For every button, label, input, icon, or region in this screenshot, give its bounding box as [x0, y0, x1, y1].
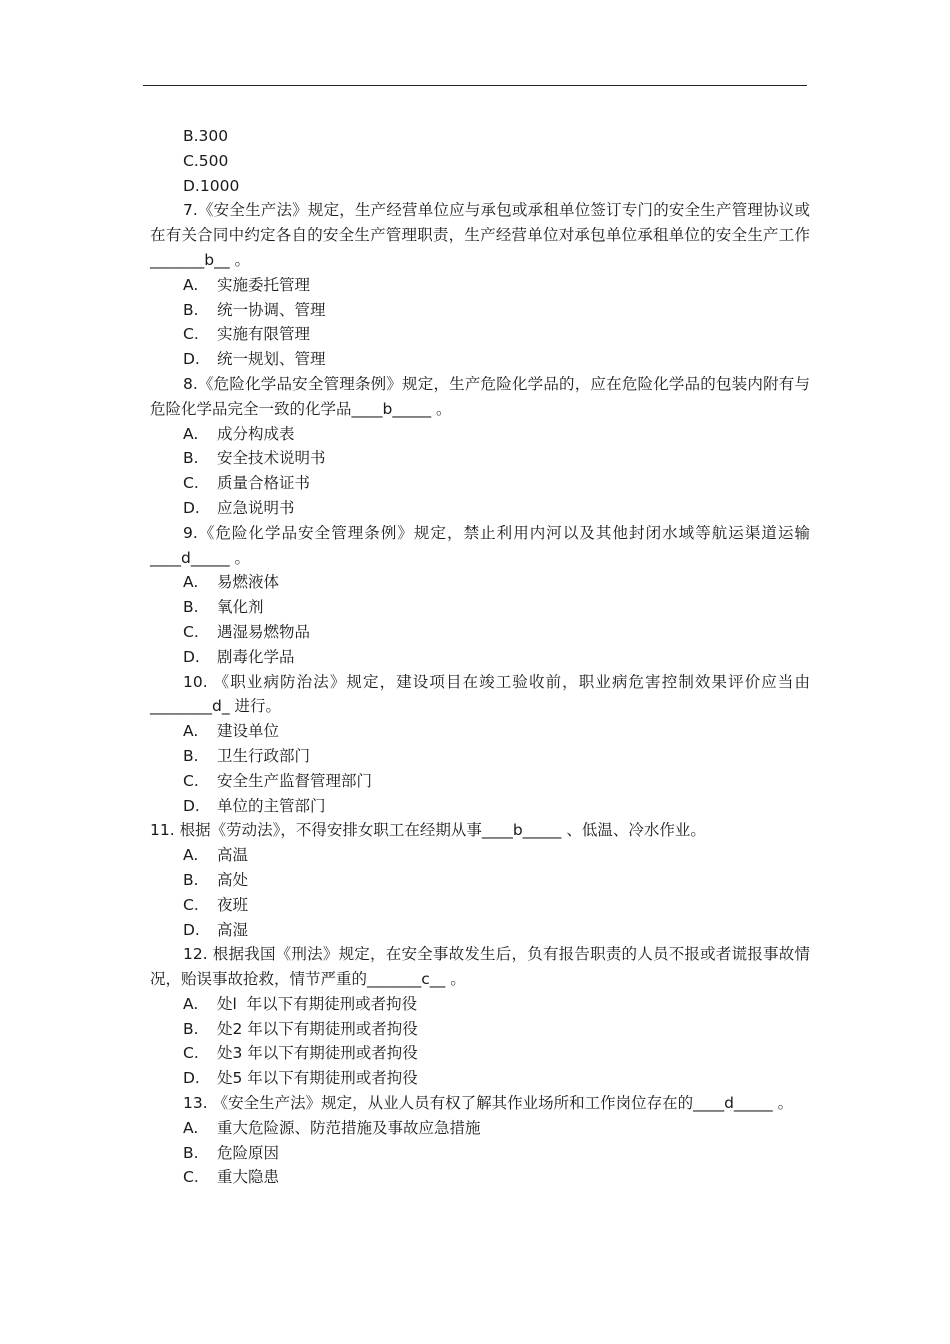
q11-option-c: C. 夜班: [183, 895, 249, 914]
q7-option-d: D. 统一规划、管理: [183, 350, 326, 369]
option-c: C.500: [183, 151, 229, 170]
q7-option-c: C. 实施有限管理: [183, 325, 311, 344]
q7-option-b: B. 统一协调、管理: [183, 300, 326, 319]
q13-option-c: C. 重大隐患: [183, 1168, 280, 1187]
q8-option-d: D. 应急说明书: [183, 498, 295, 517]
q12-option-d: D. 处5 年以下有期徒刑或者拘役: [183, 1069, 418, 1088]
q10-option-a: A. 建设单位: [183, 722, 280, 741]
q9-option-d: D. 剧毒化学品: [183, 647, 295, 666]
q13-option-b: B. 危险原因: [183, 1143, 280, 1162]
option-b: B.300: [183, 127, 229, 145]
q7-option-a: A. 实施委托管理: [183, 275, 311, 294]
header-rule: [143, 85, 807, 86]
q12-option-b: B. 处2 年以下有期徒刑或者拘役: [183, 1019, 418, 1038]
q12-option-a: A. 处l 年以下有期徒刑或者拘役: [183, 994, 418, 1013]
q10-option-c: C. 安全生产监督管理部门: [183, 771, 373, 790]
question-12-stem: 12. 根据我国《刑法》规定，在安全事故发生后，负有报告职责的人员不报或者谎报事故情况，贻误事故抢救，情节严重的_______c__ 。: [150, 945, 810, 989]
q8-option-c: C. 质量合格证书: [183, 474, 311, 493]
q11-option-d: D. 高湿: [183, 920, 249, 939]
q10-option-b: B. 卫生行政部门: [183, 746, 311, 765]
q9-option-c: C. 遇湿易燃物品: [183, 622, 311, 641]
q11-option-b: B. 高处: [183, 870, 249, 889]
document-body: [150, 124, 810, 1190]
q12-option-c: C. 处3 年以下有期徒刑或者拘役: [183, 1044, 418, 1063]
question-13-stem: 13. 《安全生产法》规定，从业人员有权了解其作业场所和工作岗位存在的____d_____ 。: [183, 1094, 794, 1113]
question-11-stem: 11. 根据《劳动法》，不得安排女职工在经期从事____b_____ 、低温、冷水作业。: [150, 821, 706, 840]
q9-option-b: B. 氧化剂: [183, 598, 264, 617]
q11-option-a: A. 高温: [183, 846, 249, 865]
q13-option-a: A. 重大危险源、防范措施及事故应急措施: [183, 1118, 481, 1137]
question-9-stem: 9.《危险化学品安全管理条例》规定，禁止利用内河以及其他封闭水域等航运渠道运输____d_____ 。: [150, 523, 810, 567]
question-10-stem: 10. 《职业病防治法》规定，建设项目在竣工验收前，职业病危害控制效果评价应当由________d_ 进行。: [150, 672, 810, 716]
question-8-stem: 8.《危险化学品安全管理条例》规定，生产危险化学品的，应在危险化学品的包装内附有与危险化学品完全一致的化学品____b_____ 。: [150, 374, 810, 418]
question-7-stem: 7.《安全生产法》规定，生产经营单位应与承包或承租单位签订专门的安全生产管理协议或在有关合同中约定各自的安全生产管理职责，生产经营单位对承包单位承租单位的安全生产工作_______b__ 。: [150, 201, 810, 269]
q8-option-b: B. 安全技术说明书: [183, 449, 326, 468]
q8-option-a: A. 成分构成表: [183, 424, 295, 443]
q10-option-d: D. 单位的主管部门: [183, 796, 326, 815]
q9-option-a: A. 易燃液体: [183, 573, 280, 592]
option-d: D.1000: [183, 176, 240, 195]
